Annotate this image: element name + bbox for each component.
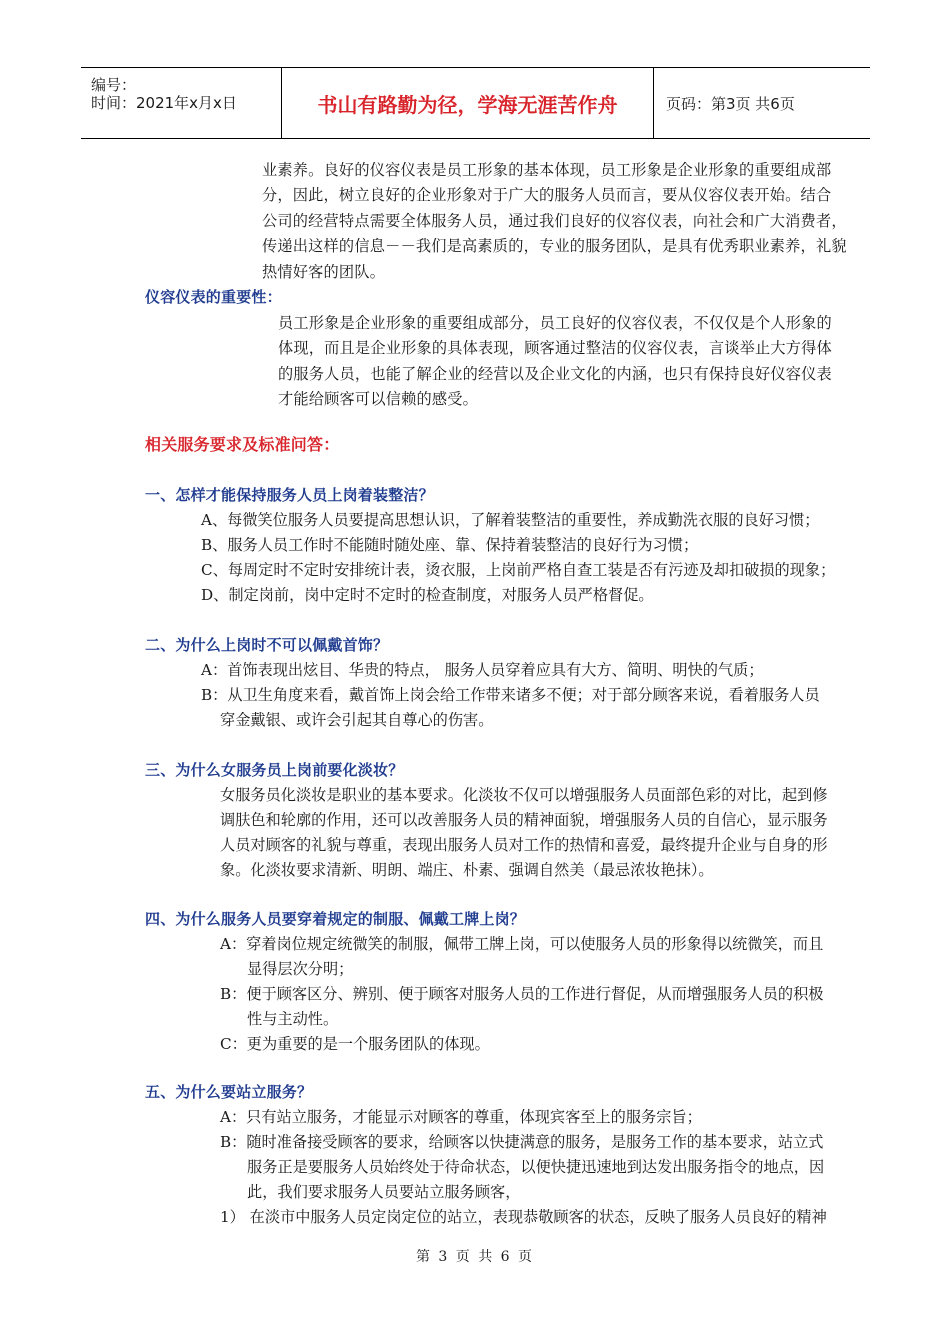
question-3-line: 调肤色和轮廓的作用，还可以改善服务人员的精神面貌，增强服务人员的自信心，显示服务	[220, 811, 828, 829]
question-3-heading: 三、为什么女服务员上岗前要化淡妆？	[145, 761, 404, 779]
header-info-cell	[81, 68, 282, 138]
question-3-line: 女服务员化淡妆是职业的基本要求。化淡妆不仅可以增强服务人员面部色彩的对比，起到修	[220, 786, 828, 804]
question-4-item: B：便于顾客区分、辨别、便于顾客对服务人员的工作进行督促，从而增强服务人员的积极	[220, 985, 824, 1003]
question-5-heading: 五、为什么要站立服务？	[145, 1083, 313, 1101]
page-footer: 第 3 页 共 6 页	[415, 1249, 535, 1265]
importance-line: 员工形象是企业形象的重要组成部分，员工良好的仪容仪表，不仅仅是个人形象的	[278, 314, 832, 332]
question-1-item: D、制定岗前，岗中定时不定时的检查制度，对服务人员严格督促。	[201, 586, 654, 604]
question-5-item: 服务正是要服务人员始终处于待命状态，以便快捷迅速地到达发出服务指令的地点，因	[247, 1158, 825, 1176]
question-5-item: 1） 在淡市中服务人员定岗定位的站立，表现恭敬顾客的状态，反映了服务人员良好的精神	[220, 1208, 827, 1226]
question-3-line: 人员对顾客的礼貌与尊重，表现出服务人员对工作的热情和喜爱，最终提升企业与自身的形	[220, 836, 828, 854]
qa-section-title: 相关服务要求及标准问答：	[145, 435, 340, 454]
question-2-item: A：首饰表现出炫目、华贵的特点， 服务人员穿着应具有大方、简明、明快的气质；	[201, 661, 764, 679]
intro-line: 业素养。良好的仪容仪表是员工形象的基本体现，员工形象是企业形象的重要组成部	[262, 161, 832, 179]
question-5-item: A：只有站立服务，才能显示对顾客的尊重，体现宾客至上的服务宗旨；	[220, 1108, 702, 1126]
question-1-item: B、服务人员工作时不能随时随处座、靠、保持着装整洁的良好行为习惯；	[201, 536, 699, 554]
intro-line: 公司的经营特点需要全体服务人员，通过我们良好的仪容仪表，向社会和广大消费者，	[262, 212, 847, 230]
question-3-line: 象。化淡妆要求清新、明朗、端庄、朴素、强调自然美（最忌浓妆艳抹）。	[220, 861, 714, 879]
question-2-item: 穿金戴银、或许会引起其自尊心的伤害。	[220, 711, 494, 729]
importance-line: 的服务人员，也能了解企业的经营以及企业文化的内涵，也只有保持良好仪容仪表	[278, 365, 832, 383]
document-number-label: 编号：	[91, 76, 137, 94]
question-5-item: 此，我们要求服务人员要站立服务顾客，	[247, 1183, 521, 1201]
intro-line: 分，因此，树立良好的企业形象对于广大的服务人员而言，要从仪容仪表开始。结合	[262, 186, 832, 204]
question-4-item: 性与主动性。	[247, 1010, 339, 1028]
question-1-item: A、每微笑位服务人员要提高思想认识，了解着装整洁的重要性，养成勤洗衣服的良好习惯；	[201, 511, 820, 529]
header-page-number: 页码：第3页 共6页	[666, 94, 795, 113]
intro-line: 热情好客的团队。	[262, 263, 386, 281]
question-4-heading: 四、为什么服务人员要穿着规定的制服、佩戴工牌上岗？	[145, 910, 526, 928]
question-2-heading: 二、为什么上岗时不可以佩戴首饰？	[145, 636, 389, 654]
importance-heading: 仪容仪表的重要性：	[145, 288, 282, 306]
question-1-heading: 一、怎样才能保持服务人员上岗着装整洁？	[145, 486, 434, 504]
question-5-item: B：随时准备接受顾客的要求，给顾客以快捷满意的服务，是服务工作的基本要求，站立式	[220, 1133, 824, 1151]
question-1-item: C、每周定时不定时安排统计表，烫衣服，上岗前严格自查工装是否有污迹及却扣破损的现象；	[201, 561, 836, 579]
document-time-label: 时间：2021年x月x日	[91, 94, 237, 112]
page-header	[81, 67, 870, 139]
question-4-item: C：更为重要的是一个服务团队的体现。	[220, 1035, 490, 1053]
importance-line: 体现，而且是企业形象的具体表现，顾客通过整洁的仪容仪表，言谈举止大方得体	[278, 339, 832, 357]
question-4-item: 显得层次分明；	[247, 960, 354, 978]
question-4-item: A：穿着岗位规定统微笑的制服，佩带工牌上岗，可以使服务人员的形象得以统微笑，而且	[220, 935, 824, 953]
intro-line: 传递出这样的信息－－我们是高素质的，专业的服务团队，是具有优秀职业素养，礼貌	[262, 237, 847, 255]
header-motto: 书山有路勤为径，学海无涯苦作舟	[282, 68, 654, 138]
question-2-item: B：从卫生角度来看，戴首饰上岗会给工作带来诸多不便；对于部分顾客来说，看着服务人员	[201, 686, 820, 704]
importance-line: 才能给顾客可以信赖的感受。	[278, 390, 479, 408]
